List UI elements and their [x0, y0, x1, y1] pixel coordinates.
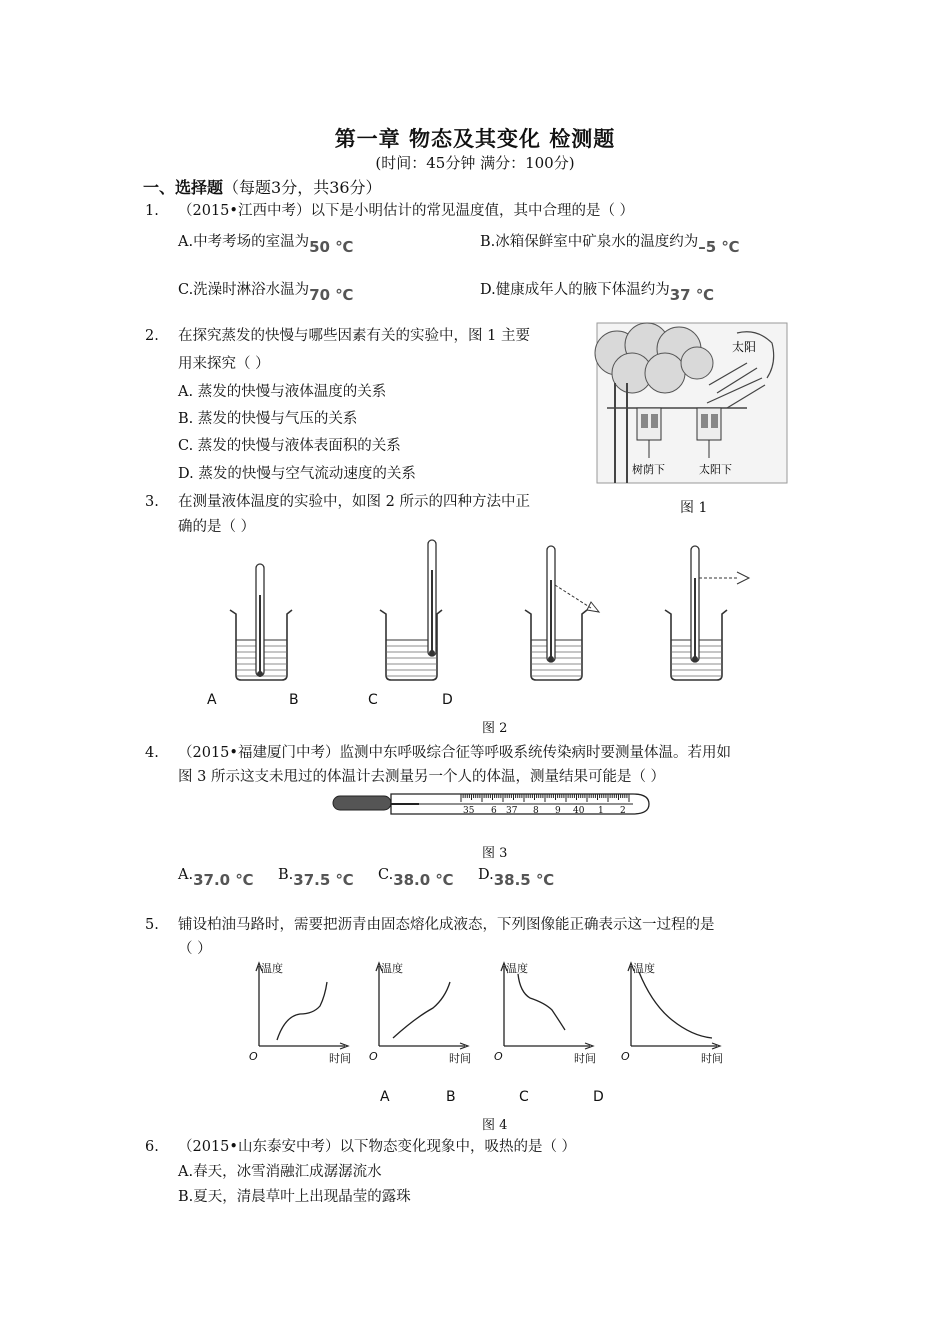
graph-c — [501, 963, 593, 1049]
option-a-text: A. — [178, 867, 194, 883]
option-a-text: A.中考考场的室温为 — [178, 234, 310, 250]
figure-3-clinical-thermometer — [333, 788, 651, 820]
fig2-label-c: C — [368, 692, 378, 708]
scale-38: 8 — [533, 806, 539, 816]
option-d — [480, 276, 714, 304]
scale-39: 9 — [555, 806, 561, 816]
graph-origin-label: O — [621, 1050, 630, 1063]
option-d-text: D.健康成年人的腋下体温约为 — [480, 282, 670, 298]
question-text-line2: （ ） — [178, 941, 212, 957]
graph-y-label: 温度 — [633, 962, 655, 975]
option-b: B.夏天，清晨草叶上出现晶莹的露珠 — [178, 1189, 411, 1205]
question-text-line1: 在探究蒸发的快慢与哪些因素有关的实验中，图 1 主要 — [178, 328, 530, 344]
curve-b — [393, 982, 450, 1038]
option-c-value: 70 ℃ — [309, 286, 354, 304]
figure-4-graphs — [245, 958, 745, 1070]
question-text-line1: 铺设柏油马路时，需要把沥青由固态熔化成液态，下列图像能正确表示这一过程的是 — [178, 917, 715, 933]
option-d-value: 37 ℃ — [669, 286, 714, 304]
scale-42: 2 — [620, 806, 626, 816]
fig1-sunlit-label: 太阳下 — [699, 463, 732, 476]
fig2-label-b: B — [289, 692, 299, 708]
question-text: （2015•山东泰安中考）以下物态变化现象中，吸热的是（ ） — [178, 1139, 577, 1155]
question-text: （2015•江西中考）以下是小明估计的常见温度值，其中合理的是（ ） — [178, 203, 635, 219]
fig4-label-a: A — [380, 1089, 390, 1105]
curve-d — [639, 972, 712, 1038]
page-subtitle: (时间：45分钟 满分：100分) — [375, 154, 575, 172]
curve-a — [277, 982, 327, 1040]
option-a-value: 50 ℃ — [309, 238, 354, 256]
option-c-value: 38.0 ℃ — [393, 871, 454, 889]
question-text-line2: 确的是（ ） — [178, 519, 256, 535]
question-number: 2. — [145, 328, 159, 344]
graph-y-label: 温度 — [381, 962, 403, 975]
option-b-text: B.冰箱保鲜室中矿泉水的温度约为 — [480, 234, 699, 250]
option-b: B. 蒸发的快慢与气压的关系 — [178, 411, 358, 427]
option-c — [178, 276, 353, 304]
figure-2-thermometers — [225, 540, 765, 685]
option-b-value: –5 ℃ — [698, 238, 740, 256]
question-text-line1: （2015•福建厦门中考）监测中东呼吸综合征等呼吸系统传染病时要测量体温。若用如 — [178, 745, 731, 761]
page-title: 第一章 物态及其变化 检测题 — [334, 126, 616, 151]
figure-1-caption: 图 1 — [680, 500, 708, 516]
q4-option-b — [278, 865, 354, 889]
option-c-text: C.洗澡时淋浴水温为 — [178, 282, 310, 298]
fig4-label-d: D — [593, 1089, 604, 1105]
scale-41: 1 — [598, 806, 604, 816]
option-c: C. 蒸发的快慢与液体表面积的关系 — [178, 438, 401, 454]
option-d-value: 38.5 ℃ — [493, 871, 555, 889]
graph-x-label: 时间 — [329, 1052, 351, 1065]
option-a-value: 37.0 ℃ — [193, 871, 254, 889]
option-d: D. 蒸发的快慢与空气流动速度的关系 — [178, 466, 416, 482]
setup-d — [665, 546, 749, 680]
option-b — [480, 228, 740, 256]
option-a: A.春天，冰雪消融汇成潺潺流水 — [178, 1164, 382, 1180]
q4-option-c — [378, 865, 454, 889]
graph-origin-label: O — [494, 1050, 503, 1063]
graph-origin-label: O — [249, 1050, 258, 1063]
fig4-label-c: C — [519, 1089, 529, 1105]
section-note: （每题3分，共36分） — [223, 178, 382, 197]
question-text-line2: 图 3 所示这支未甩过的体温计去测量另一个人的体温，测量结果可能是（ ） — [178, 769, 666, 785]
fig2-label-a: A — [207, 692, 217, 708]
option-b-value: 37.5 ℃ — [293, 871, 354, 889]
setup-b — [380, 540, 442, 680]
fig2-label-d: D — [442, 692, 453, 708]
graph-x-label: 时间 — [449, 1052, 471, 1065]
option-d-text: D. — [478, 867, 494, 883]
option-a — [178, 228, 353, 256]
option-a: A. 蒸发的快慢与液体温度的关系 — [178, 384, 387, 400]
figure-4-caption: 图 4 — [482, 1118, 508, 1133]
graph-b — [376, 963, 468, 1049]
question-number: 4. — [145, 745, 159, 761]
option-c-text: C. — [378, 867, 394, 883]
option-b-text: B. — [278, 867, 294, 883]
graph-origin-label: O — [369, 1050, 378, 1063]
figure-2-caption: 图 2 — [482, 721, 508, 736]
question-number: 1. — [145, 203, 159, 219]
question-text-line2: 用来探究（ ） — [178, 356, 270, 372]
scale-36: 6 — [491, 806, 497, 816]
graph-x-label: 时间 — [701, 1052, 723, 1065]
curve-c — [518, 974, 565, 1030]
fig1-shade-label: 树荫下 — [632, 463, 665, 476]
figure-1-evaporation — [597, 323, 787, 483]
question-number: 6. — [145, 1139, 159, 1155]
fig4-label-b: B — [446, 1089, 456, 1105]
graph-a — [256, 963, 348, 1049]
graph-x-label: 时间 — [574, 1052, 596, 1065]
scale-37: 37 — [506, 806, 518, 816]
question-number: 5. — [145, 917, 159, 933]
setup-a — [230, 564, 292, 680]
fig1-sun-label: 太阳 — [732, 340, 757, 354]
scale-40: 40 — [573, 806, 585, 816]
section-title: 一、选择题 — [143, 178, 224, 197]
q4-option-a — [178, 865, 254, 889]
scale-35: 35 — [463, 806, 475, 816]
figure-3-caption: 图 3 — [482, 846, 508, 861]
question-text-line1: 在测量液体温度的实验中，如图 2 所示的四种方法中正 — [178, 494, 530, 510]
graph-y-label: 温度 — [261, 962, 283, 975]
section-heading — [143, 175, 382, 198]
setup-c — [525, 546, 599, 680]
question-number: 3. — [145, 494, 159, 510]
q4-option-d — [478, 865, 555, 889]
graph-y-label: 温度 — [506, 962, 528, 975]
graph-d — [628, 963, 720, 1049]
